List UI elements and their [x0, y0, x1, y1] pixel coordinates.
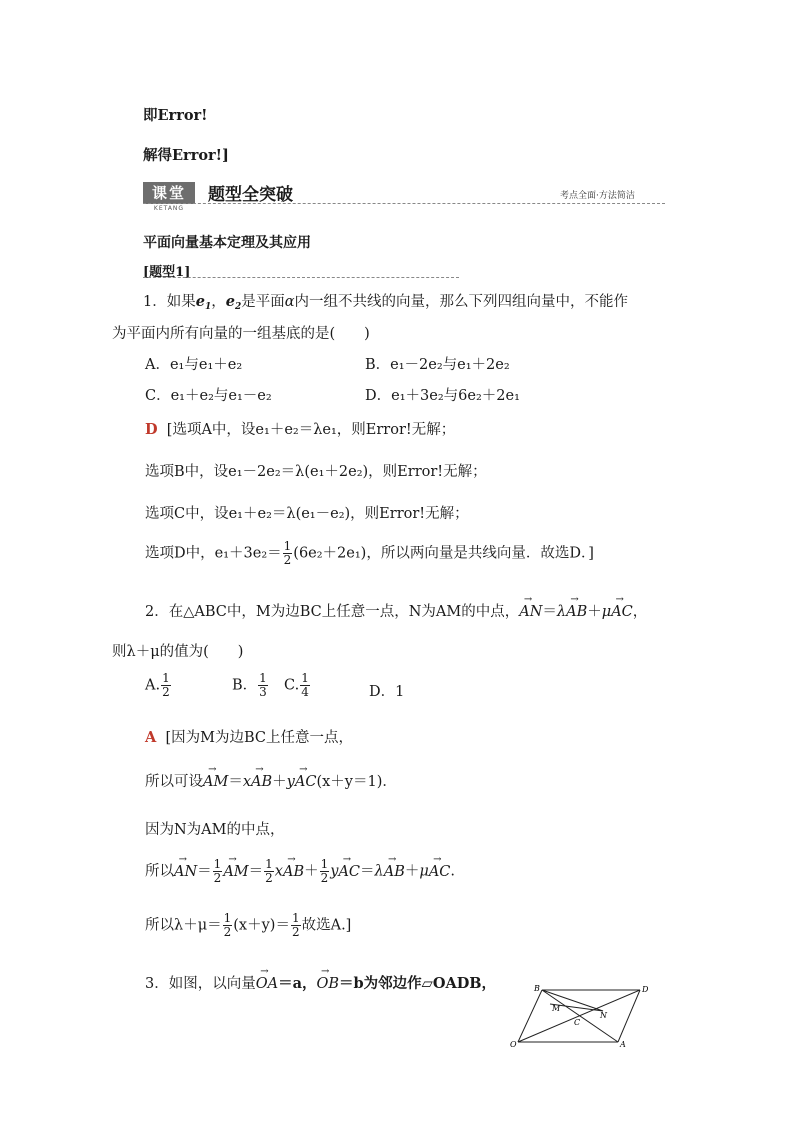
q1-option-c: C．e₁＋e₂与e₁－e₂	[145, 388, 272, 404]
q2-solution-line4: 所以→ AN＝ $\frac{1}{2}$ → AM＝ $\frac{1}{2}$ x→ AB＋ $\frac{1}{2}$ y→ AC＝λ→ AB＋μ→ AC.	[145, 858, 455, 885]
q2-sol1: [因为M为边BC上任意一点，	[165, 730, 354, 746]
q2-solution-line3: 因为N为AM的中点，	[145, 822, 285, 838]
q1-stem-line1: 1．如果$e_1$，$e_2$是平面α内一组不共线的向量，那么下列四组向量中，不能作	[143, 293, 629, 312]
q1-stem-line2: 为平面内所有向量的一组基底的是( )	[112, 326, 370, 342]
section-title: 平面向量基本定理及其应用	[143, 235, 311, 251]
section-banner-title: 题型全突破	[208, 185, 293, 205]
q1-answer: D	[145, 421, 158, 438]
banner-divider	[143, 203, 665, 204]
label-A: A	[620, 1040, 626, 1049]
q1-solution-line4	[145, 540, 594, 567]
section-banner-tagline: 考点全面·方法简洁	[560, 191, 635, 201]
q1-solution-line2: 选项B中，设e₁－2e₂＝λ(e₁＋2e₂)，则Error!无解；	[145, 464, 487, 480]
fraction-half: $\frac{1}{2}$	[283, 539, 292, 567]
q1-stem-a: 1．如果	[143, 294, 196, 310]
label-N: N	[600, 1011, 607, 1020]
q1-stem-b: ，	[211, 294, 226, 310]
q2-stem-line1: 2．在△ABC中，M为边BC上任意一点，N为AM的中点，→ AN＝λ→ AB＋μ→ AC，	[145, 600, 647, 621]
type-divider	[143, 277, 459, 278]
section-badge: 课堂	[143, 182, 195, 204]
top-line-1: 即Error!	[143, 107, 208, 124]
q2-option-b: B． $\frac{1}{3}$	[232, 671, 267, 699]
q2-answer: A	[145, 729, 157, 746]
q2-option-d: D．1	[369, 684, 405, 700]
q2-option-a: A. $\frac{1}{2}$	[145, 671, 170, 699]
q1-solution-line3: 选项C中，设e₁＋e₂＝λ(e₁－e₂)，则Error!无解；	[145, 506, 469, 522]
label-C: C	[574, 1018, 581, 1027]
label-D: D	[642, 985, 649, 994]
type-label: [题型1]	[143, 265, 191, 280]
q1-stem-d: 内一组不共线的向量，那么下列四组向量中，不能作	[294, 294, 629, 310]
label-B: B	[534, 984, 540, 993]
section-badge-sub: KETANG	[153, 205, 185, 212]
top-line-2: 解得Error!]	[143, 147, 229, 164]
label-O: O	[510, 1040, 517, 1049]
q2-stem-a: 2．在△ABC中，M为边BC上任意一点，N为AM的中点，	[145, 604, 520, 620]
q1-option-b: B．e₁－2e₂与e₁＋2e₂	[365, 357, 510, 373]
q1-option-a: A．e₁与e₁＋e₂	[145, 357, 243, 373]
q1-sol4a: 选项D中，e₁＋3e₂＝	[145, 545, 282, 562]
q2-solution-line1	[145, 726, 353, 747]
parallelogram-figure	[508, 982, 658, 1050]
q1-sol4b: (6e₂＋2e₁)，所以两向量是共线向量．故选D．]	[293, 545, 594, 562]
label-M: M	[552, 1004, 561, 1013]
q1-option-d: D．e₁＋3e₂与6e₂＋2e₁	[365, 388, 520, 404]
q1-solution-line1	[145, 418, 455, 439]
q2-solution-line5: 所以λ＋μ＝ $\frac{1}{2}$ (x＋y)＝ $\frac{1}{2}$ 故选A.]	[145, 911, 352, 939]
q2-solution-line2: 所以可设→ AM＝x→ AB＋y→ AC(x＋y＝1)．	[145, 770, 397, 791]
q1-stem-c: 是平面	[241, 294, 285, 310]
q2-option-c: C. $\frac{1}{4}$	[284, 671, 309, 699]
q3-stem: 3．如图，以向量→ OA＝a，→ OB＝b为邻边作▱OADB，	[145, 972, 496, 993]
q1-sol1: [选项A中，设e₁＋e₂＝λe₁，则Error!无解；	[166, 422, 456, 438]
q2-stem-line2: 则λ＋μ的值为( )	[112, 644, 244, 660]
